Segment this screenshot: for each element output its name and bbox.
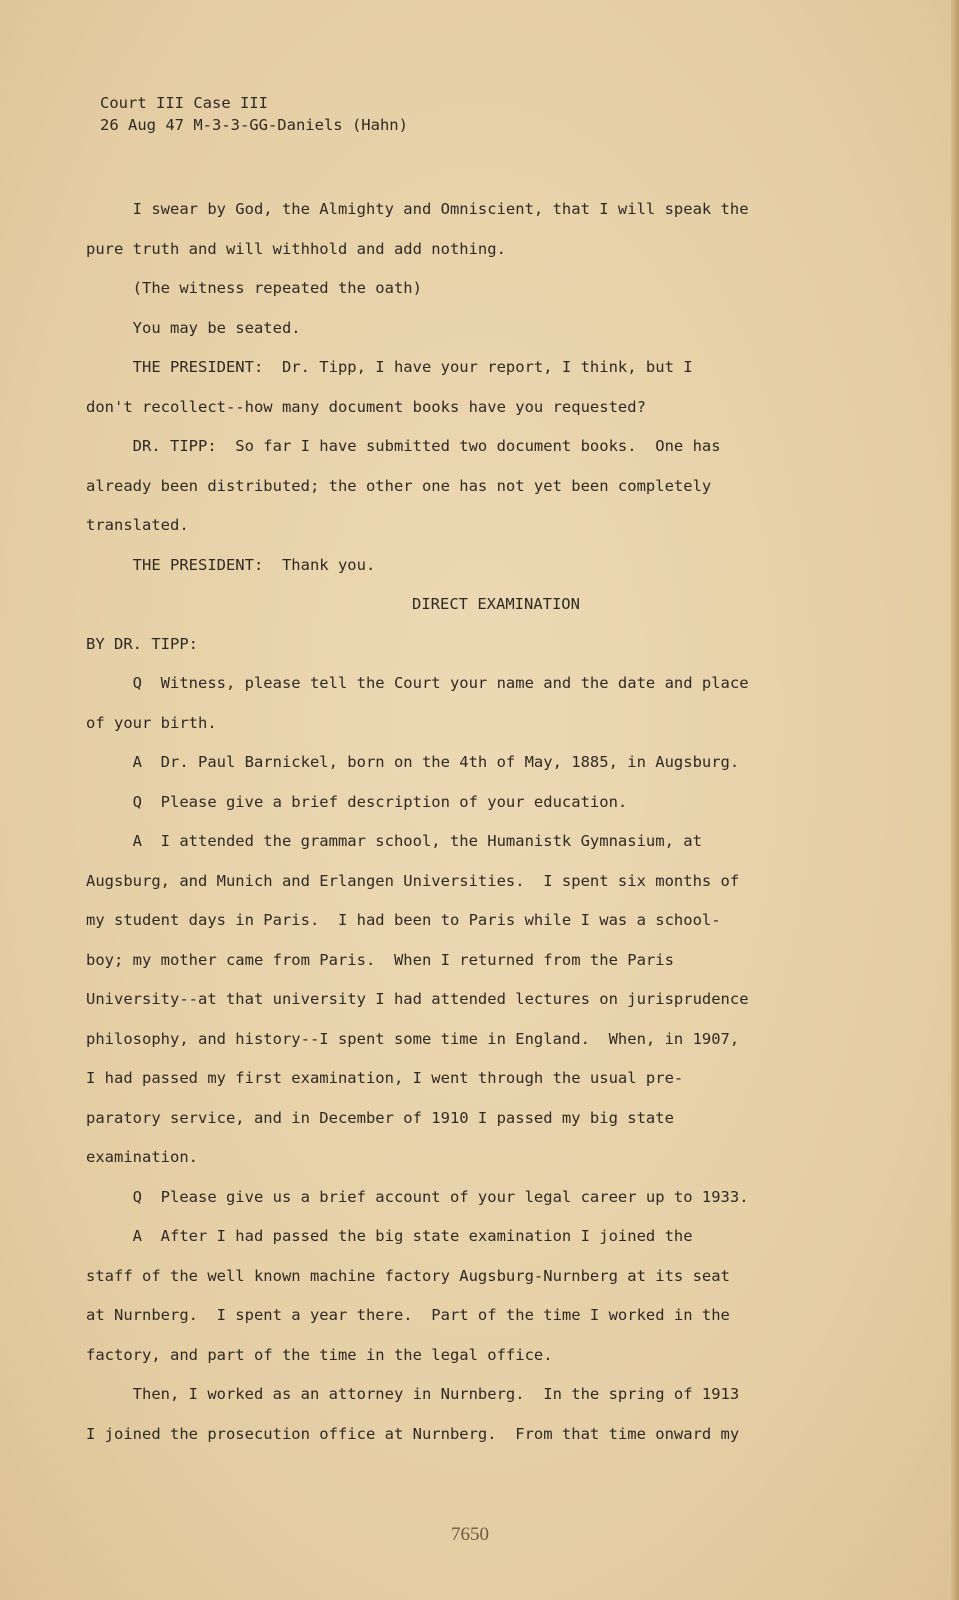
case-line: Court III Case III xyxy=(100,94,268,112)
text-line: staff of the well known machine factory Augsburg-Nurnberg at its seat xyxy=(86,1266,730,1285)
text-line: (The witness repeated the oath) xyxy=(86,279,422,297)
document-header xyxy=(100,92,408,136)
text-line: factory, and part of the time in the legal office. xyxy=(86,1345,553,1364)
text-line: BY DR. TIPP: xyxy=(86,634,198,653)
text-line: THE PRESIDENT: Dr. Tipp, I have your report, I think, but I xyxy=(86,358,693,376)
text-line: my student days in Paris. I had been to Paris while I was a school- xyxy=(86,911,721,929)
text-line: Q Please give us a brief account of your legal career up to 1933. xyxy=(86,1187,749,1206)
text-line: paratory service, and in December of 1910 I passed my big state xyxy=(86,1108,674,1127)
page-edge xyxy=(951,0,959,1600)
text-line: THE PRESIDENT: Thank you. xyxy=(86,555,376,574)
text-line: A Dr. Paul Barnickel, born on the 4th of May, 1885, in Augsburg. xyxy=(86,753,740,771)
page-number: 7650 xyxy=(451,1524,489,1545)
text-line: I swear by God, the Almighty and Omniscient, that I will speak the xyxy=(86,200,749,218)
text-line: University--at that university I had attended lectures on jurisprudence xyxy=(86,990,749,1008)
text-line: I had passed my first examination, I went through the usual pre- xyxy=(86,1069,684,1087)
text-line: boy; my mother came from Paris. When I returned from the Paris xyxy=(86,950,674,969)
text-line: Augsburg, and Munich and Erlangen Universities. I spent six months of xyxy=(86,871,740,890)
text-line: Q Please give a brief description of your education. xyxy=(86,792,628,811)
text-line: You may be seated. xyxy=(86,318,301,337)
text-line: don't recollect--how many document books have you requested? xyxy=(86,397,646,416)
text-line: translated. xyxy=(86,516,189,534)
text-line: Q Witness, please tell the Court your name and the date and place xyxy=(86,674,749,692)
text-line: pure truth and will withhold and add nothing. xyxy=(86,239,506,258)
text-line: of your birth. xyxy=(86,713,217,732)
text-line: already been distributed; the other one has not yet been completely xyxy=(86,476,712,495)
text-line: DR. TIPP: So far I have submitted two document books. One has xyxy=(86,437,721,455)
text-line: philosophy, and history--I spent some time in England. When, in 1907, xyxy=(86,1029,740,1048)
text-line: I joined the prosecution office at Nurnberg. From that time onward my xyxy=(86,1424,740,1443)
text-line: Then, I worked as an attorney in Nurnberg. In the spring of 1913 xyxy=(86,1385,740,1403)
text-line: examination. xyxy=(86,1148,198,1166)
text-line: at Nurnberg. I spent a year there. Part of the time I worked in the xyxy=(86,1306,730,1324)
section-heading: DIRECT EXAMINATION xyxy=(412,595,580,613)
text-line: A I attended the grammar school, the Humanistk Gymnasium, at xyxy=(86,832,702,850)
text-line: A After I had passed the big state examination I joined the xyxy=(86,1227,693,1245)
transcript-body xyxy=(86,190,826,1454)
date-line: 26 Aug 47 M-3-3-GG-Daniels (Hahn) xyxy=(100,116,408,134)
